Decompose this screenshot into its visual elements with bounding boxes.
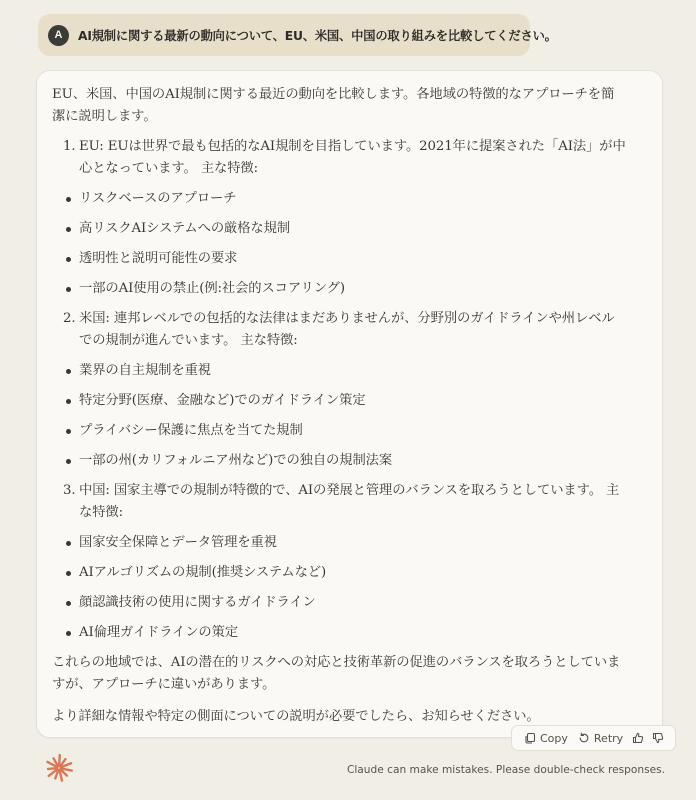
list-item: 特定分野(医療、金融など)でのガイドライン策定	[52, 390, 626, 412]
section-heading: 中国: 国家主導での規制が特徴的で、AIの発展と管理のバランスを取ろうとしています。 主な特徴:	[79, 483, 620, 520]
user-message	[38, 14, 557, 56]
thumbs-up-icon	[632, 732, 644, 744]
section-heading: EU: EUは世界で最も包括的なAI規制を目指しています。2021年に提案された「AI法」が中心となっています。 主な特徴:	[79, 139, 626, 176]
bullet-list	[52, 188, 626, 300]
list-item: 一部のAI使用の禁止(例:社会的スコアリング)	[52, 278, 626, 300]
list-item: プライバシー保護に焦点を当てた規制	[52, 420, 626, 442]
list-item: 透明性と説明可能性の要求	[52, 248, 626, 270]
thumbs-down-button[interactable]	[649, 727, 667, 749]
list-item: 国家安全保障とデータ管理を重視	[52, 532, 626, 554]
list-item: 高リスクAIシステムへの厳格な規制	[52, 218, 626, 240]
thumbs-up-button[interactable]	[629, 727, 647, 749]
assistant-response	[36, 70, 663, 738]
copy-icon	[524, 732, 536, 744]
list-item: 一部の州(カリフォルニア州など)での独自の規制法案	[52, 450, 626, 472]
comparison-list	[52, 136, 626, 644]
claude-logo-icon	[44, 753, 74, 783]
section-number: 1.	[63, 139, 76, 154]
bullet-list	[52, 360, 626, 472]
bullet-list	[52, 532, 626, 644]
list-item: リスクベースのアプローチ	[52, 188, 626, 210]
copy-label: Copy	[540, 731, 568, 745]
copy-button[interactable]	[520, 727, 572, 749]
list-item: 業界の自主規制を重視	[52, 360, 626, 382]
list-item: 顔認識技術の使用に関するガイドライン	[52, 592, 626, 614]
section-number: 3.	[63, 483, 76, 498]
list-item: AI倫理ガイドラインの策定	[52, 622, 626, 644]
section-us	[52, 308, 626, 472]
response-closing: これらの地域では、AIの潜在的リスクへの対応と技術革新の促進のバランスを取ろうとしていますが、アプローチに違いがあります。	[52, 655, 621, 692]
message-actions	[511, 725, 676, 751]
section-eu	[52, 136, 626, 300]
retry-label: Retry	[593, 731, 624, 745]
retry-button[interactable]	[574, 727, 627, 749]
user-message-text: AI規制に関する最新の動向について、EU、米国、中国の取り組みを比較してください。	[78, 29, 557, 43]
retry-icon	[578, 732, 590, 744]
section-number: 2.	[63, 311, 76, 326]
response-followup: より詳細な情報や特定の側面についての説明が必要でしたら、お知らせください。	[52, 709, 540, 724]
response-intro: EU、米国、中国のAI規制に関する最近の動向を比較します。各地域の特徴的なアプローチを簡潔に説明します。	[52, 87, 615, 124]
thumbs-down-icon	[652, 732, 664, 744]
user-avatar[interactable]: A	[48, 25, 69, 46]
list-item: AIアルゴリズムの規制(推奨システムなど)	[52, 562, 626, 584]
disclaimer-text: Claude can make mistakes. Please double-check responses.	[346, 764, 665, 776]
section-china	[52, 480, 626, 644]
section-heading: 米国: 連邦レベルでの包括的な法律はまだありませんが、分野別のガイドラインや州レベルでの規制が進んでいます。 主な特徴:	[79, 311, 615, 348]
